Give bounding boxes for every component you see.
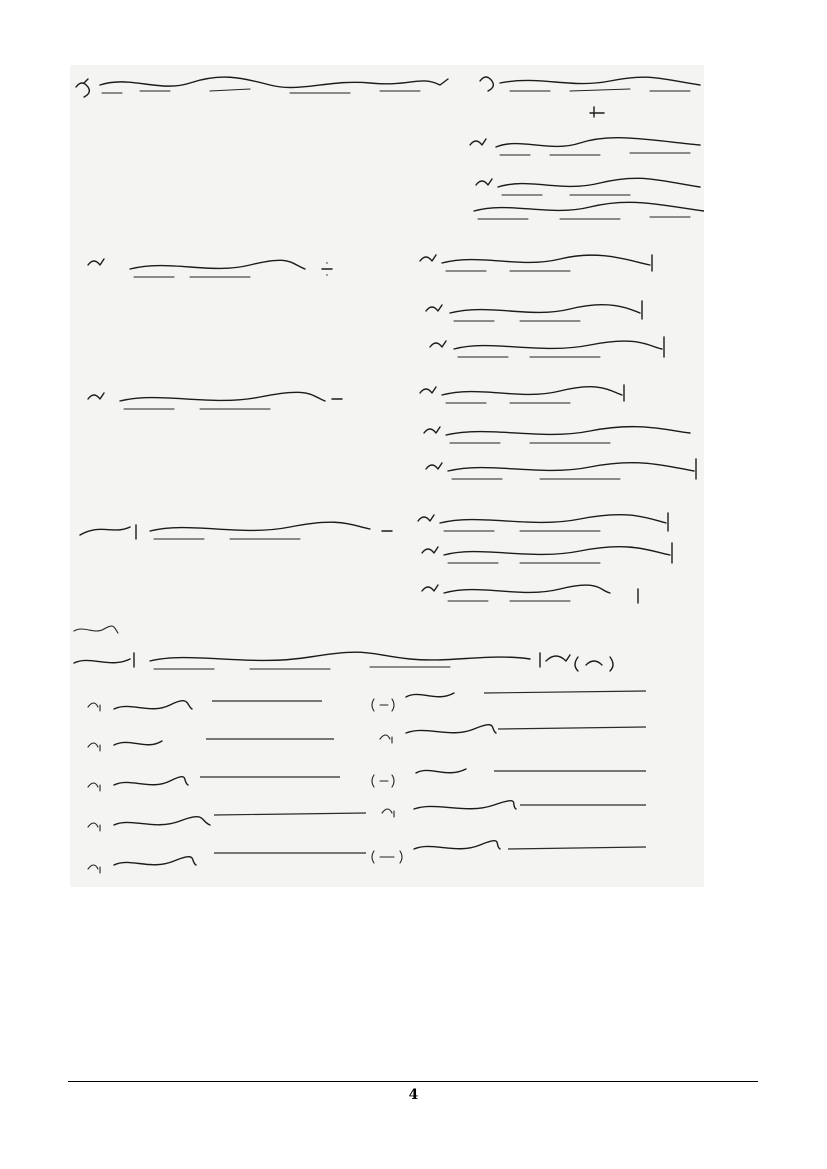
exercise-item-3 — [88, 777, 340, 791]
handwritten-line-6 — [426, 301, 642, 321]
handwritten-line-12 — [422, 543, 672, 563]
page-number: 4 — [408, 1087, 419, 1103]
handwriting-drawing — [70, 65, 704, 887]
exercise-item-6 — [372, 691, 646, 711]
footer-rule — [68, 1081, 758, 1082]
exercise-item-10 — [372, 841, 646, 863]
handwritten-line-1 — [76, 77, 700, 117]
exercise-item-5 — [88, 853, 366, 873]
exercise-item-4 — [88, 813, 366, 831]
handwritten-line-4 — [474, 202, 704, 219]
handwritten-line-7 — [430, 337, 664, 357]
handwritten-line-10 — [426, 459, 696, 479]
handwritten-line-11 — [80, 513, 668, 539]
handwritten-line-8 — [88, 385, 624, 409]
handwritten-line-3 — [476, 178, 700, 195]
handwritten-line-5 — [88, 255, 652, 277]
exercise-item-7 — [380, 725, 646, 743]
exercise-item-2 — [88, 739, 334, 751]
handwritten-line-9 — [424, 427, 690, 443]
handwritten-line-14 — [74, 626, 613, 671]
exercise-item-8 — [372, 769, 646, 787]
handwritten-line-2 — [470, 138, 700, 155]
exercise-item-9 — [382, 801, 646, 817]
handwritten-manuscript-scan — [70, 65, 704, 887]
handwritten-line-13 — [422, 585, 638, 603]
exercise-item-1 — [88, 701, 322, 711]
